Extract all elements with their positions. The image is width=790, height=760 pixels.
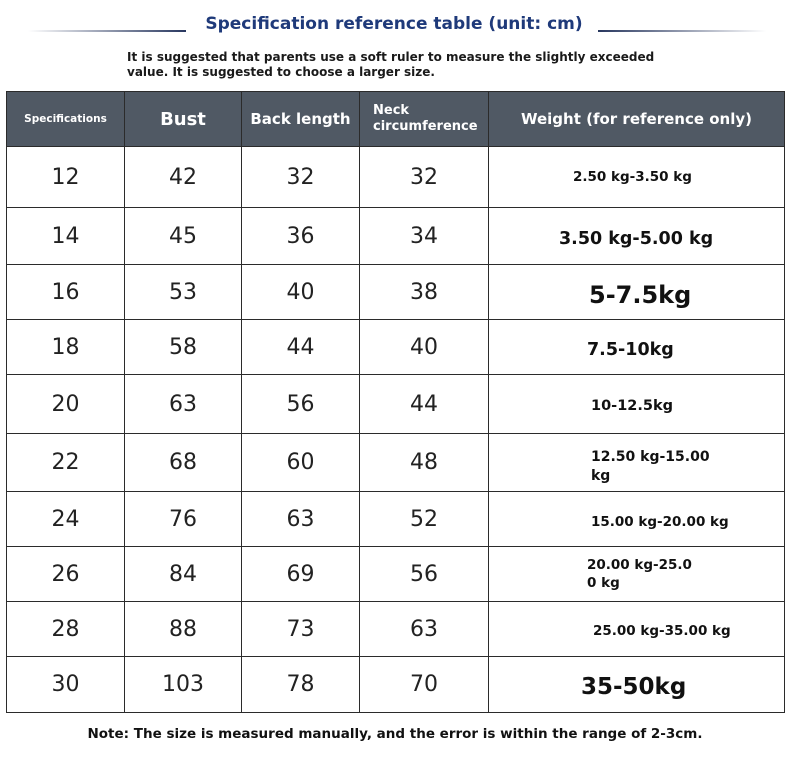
table-row <box>7 602 785 657</box>
title-divider-right <box>598 30 766 32</box>
header-back-length: Back length <box>242 92 360 147</box>
cell-back-length: 78 <box>242 657 360 713</box>
cell-neck: 52 <box>360 492 489 547</box>
cell-weight: 2.50 kg-3.50 kg <box>489 147 785 208</box>
cell-spec: 16 <box>7 265 125 320</box>
cell-neck: 32 <box>360 147 489 208</box>
cell-back-length: 73 <box>242 602 360 657</box>
header-weight: Weight (for reference only) <box>489 92 785 147</box>
cell-spec: 28 <box>7 602 125 657</box>
table-row <box>7 208 785 265</box>
cell-neck: 40 <box>360 320 489 375</box>
cell-weight: 35-50kg <box>489 657 785 713</box>
table-row <box>7 265 785 320</box>
measurement-advice: It is suggested that parents use a soft ruler to measure the slightly exceeded value. It is suggested to choose a larger size. <box>127 50 655 79</box>
header-row <box>7 92 785 147</box>
cell-back-length: 63 <box>242 492 360 547</box>
cell-back-length: 44 <box>242 320 360 375</box>
table-row <box>7 147 785 208</box>
cell-weight: 15.00 kg-20.00 kg <box>489 492 785 547</box>
cell-neck: 44 <box>360 375 489 434</box>
cell-spec: 14 <box>7 208 125 265</box>
cell-bust: 88 <box>125 602 242 657</box>
table-row <box>7 492 785 547</box>
cell-bust: 63 <box>125 375 242 434</box>
cell-bust: 53 <box>125 265 242 320</box>
cell-neck: 70 <box>360 657 489 713</box>
cell-bust: 42 <box>125 147 242 208</box>
header-specifications: Specifications <box>7 92 125 147</box>
cell-bust: 76 <box>125 492 242 547</box>
cell-neck: 34 <box>360 208 489 265</box>
cell-neck: 63 <box>360 602 489 657</box>
cell-weight: 5-7.5kg <box>489 265 785 320</box>
cell-spec: 18 <box>7 320 125 375</box>
cell-spec: 22 <box>7 434 125 492</box>
header-neck-circumference: Neck circumference <box>360 92 489 147</box>
cell-weight: 10-12.5kg <box>489 375 785 434</box>
table-header <box>7 92 785 147</box>
cell-back-length: 36 <box>242 208 360 265</box>
table-body <box>7 147 785 713</box>
cell-bust: 68 <box>125 434 242 492</box>
cell-spec: 20 <box>7 375 125 434</box>
cell-bust: 84 <box>125 547 242 602</box>
title-bar <box>0 0 790 44</box>
table-row <box>7 320 785 375</box>
cell-neck: 38 <box>360 265 489 320</box>
cell-bust: 58 <box>125 320 242 375</box>
cell-weight: 7.5-10kg <box>489 320 785 375</box>
size-table <box>6 91 785 713</box>
cell-neck: 48 <box>360 434 489 492</box>
cell-back-length: 69 <box>242 547 360 602</box>
cell-bust: 103 <box>125 657 242 713</box>
cell-neck: 56 <box>360 547 489 602</box>
cell-weight: 12.50 kg-15.00 kg <box>489 434 785 492</box>
cell-spec: 24 <box>7 492 125 547</box>
cell-back-length: 32 <box>242 147 360 208</box>
table-row <box>7 657 785 713</box>
table-row <box>7 547 785 602</box>
cell-spec: 26 <box>7 547 125 602</box>
cell-spec: 12 <box>7 147 125 208</box>
cell-back-length: 56 <box>242 375 360 434</box>
cell-bust: 45 <box>125 208 242 265</box>
error-note: Note: The size is measured manually, and the error is within the range of 2-3cm. <box>87 726 703 742</box>
page-title: Specification reference table (unit: cm) <box>205 14 583 34</box>
cell-weight: 20.00 kg-25.00 kg <box>489 547 785 602</box>
cell-weight: 25.00 kg-35.00 kg <box>489 602 785 657</box>
cell-back-length: 40 <box>242 265 360 320</box>
cell-back-length: 60 <box>242 434 360 492</box>
cell-spec: 30 <box>7 657 125 713</box>
table-row <box>7 375 785 434</box>
header-bust: Bust <box>125 92 242 147</box>
title-divider-left <box>28 30 186 32</box>
cell-weight: 3.50 kg-5.00 kg <box>489 208 785 265</box>
table-row <box>7 434 785 492</box>
